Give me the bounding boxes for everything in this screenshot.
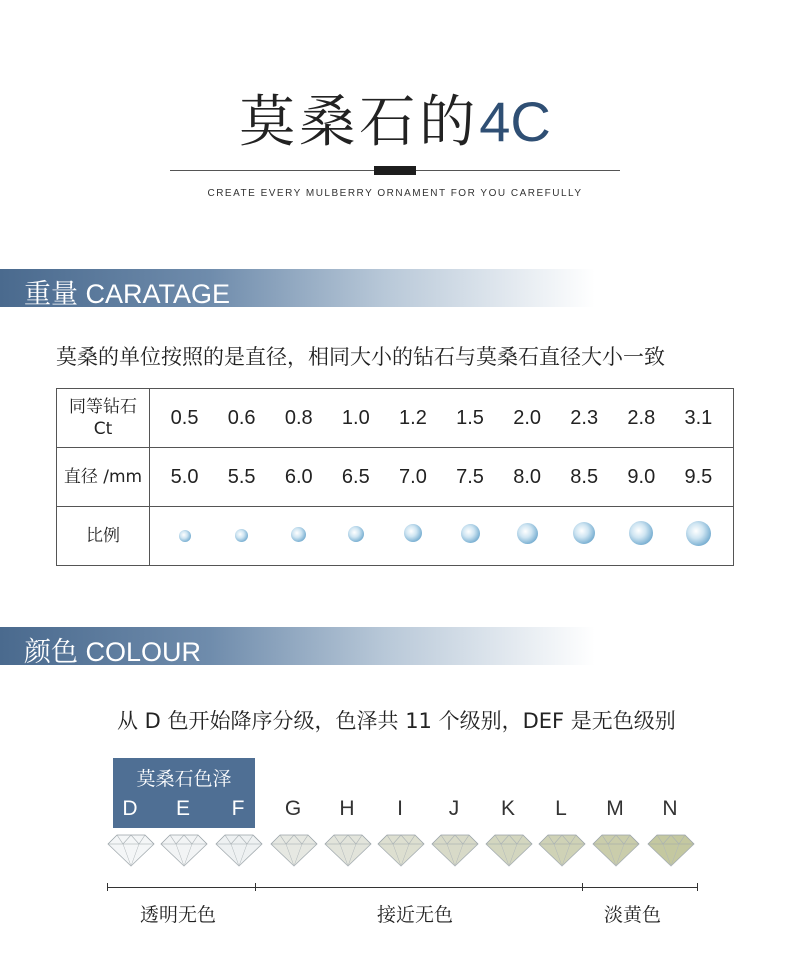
- mm-value-row: [150, 466, 733, 489]
- section-title-colour: 颜色 COLOUR: [24, 637, 202, 667]
- ct-cell: 1.2: [399, 406, 427, 429]
- ct-cell: 3.1: [684, 406, 713, 429]
- mm-cell: 7.5: [456, 465, 484, 488]
- gem-scale-cell: [678, 521, 718, 552]
- group-bracket-1: [255, 883, 256, 891]
- mm-cell: 8.0: [513, 465, 542, 488]
- gem-scale-row: [150, 521, 733, 552]
- diamond-icon: [322, 832, 374, 868]
- scale-gems: [150, 507, 734, 566]
- gem-scale-cell: [222, 525, 262, 548]
- page-title: [0, 78, 790, 158]
- diamond-icon: [375, 832, 427, 868]
- group-label-near-colourless: 接近无色: [377, 904, 454, 926]
- diamond-icon: [590, 832, 642, 868]
- table-row: [57, 448, 734, 507]
- gem-scale-cell: [279, 525, 319, 548]
- ct-value-row: [150, 407, 733, 430]
- ct-cell: 2.3: [570, 406, 599, 429]
- group-label-faint-yellow: 淡黄色: [604, 904, 662, 926]
- diamond-icon: [105, 832, 157, 868]
- ct-cell: 1.0: [341, 406, 370, 429]
- diamond-icon: [645, 832, 697, 868]
- gem-scale-cell: [393, 524, 433, 548]
- gem-scale-cell: [621, 521, 661, 551]
- diamond-icon: [158, 832, 210, 868]
- gem-icon: [404, 524, 422, 542]
- ct-cell: 2.0: [513, 406, 542, 429]
- gem-scale-cell: [336, 525, 376, 548]
- row-label-ct-line2: Ct: [93, 419, 113, 439]
- mm-cell: 8.5: [570, 465, 599, 488]
- colour-grade-row: [100, 797, 720, 825]
- colour-grade-e: E: [175, 797, 190, 820]
- weight-description: 莫桑的单位按照的是直径，相同大小的钻石与莫桑石直径大小一致: [56, 345, 665, 369]
- colour-grade-j: J: [448, 797, 460, 820]
- colour-grade-k: K: [500, 797, 515, 820]
- gem-icon: [517, 523, 538, 544]
- highlight-label: 莫桑石色泽: [136, 768, 232, 790]
- mm-values: [150, 448, 734, 507]
- table-row: [57, 389, 734, 448]
- ct-values: [150, 389, 734, 448]
- group-bracket-2: [582, 883, 583, 891]
- ct-cell: 1.5: [456, 406, 484, 429]
- mm-cell: 5.0: [170, 465, 199, 488]
- group-bracket-start: [107, 883, 108, 891]
- diamond-icon: [268, 832, 320, 868]
- group-bracket-end: [697, 883, 698, 891]
- row-label-scale: 比例: [57, 507, 150, 566]
- ct-cell: 0.6: [227, 406, 256, 429]
- colour-grade-l: L: [555, 797, 567, 820]
- gem-icon: [235, 529, 248, 542]
- colour-description: 从 D 色开始降序分级，色泽共 11 个级别，DEF 是无色级别: [117, 709, 676, 733]
- section-header-weight: [0, 269, 700, 307]
- title-accent: 4C: [479, 90, 551, 153]
- mm-cell: 7.0: [399, 465, 427, 488]
- gem-icon: [291, 527, 306, 542]
- colour-grade-h: H: [339, 797, 355, 820]
- ct-cell: 0.8: [284, 406, 313, 429]
- size-table: [56, 388, 734, 566]
- ct-cell: 0.5: [170, 406, 199, 429]
- gem-scale-cell: [165, 525, 205, 548]
- gem-scale-cell: [450, 524, 490, 549]
- mm-cell: 5.5: [227, 465, 256, 488]
- title-text: 莫桑石的: [239, 90, 480, 155]
- diamond-icon: [536, 832, 588, 868]
- colour-grade-d: D: [122, 797, 138, 820]
- ct-cell: 2.8: [627, 406, 656, 429]
- row-label-ct: [57, 389, 150, 448]
- gem-icon: [461, 524, 480, 543]
- diamond-icon: [483, 832, 535, 868]
- gem-icon: [629, 521, 653, 545]
- page-subtitle: CREATE EVERY MULBERRY ORNAMENT FOR YOU CAREFULLY: [207, 188, 583, 199]
- mm-cell: 6.0: [284, 465, 313, 488]
- group-label-colourless: 透明无色: [140, 904, 217, 926]
- gem-scale-cell: [564, 522, 604, 550]
- colour-grade-n: N: [662, 797, 678, 820]
- gem-icon: [686, 521, 711, 546]
- gem-icon: [348, 526, 364, 542]
- diamond-icon: [213, 832, 265, 868]
- row-label-diameter: 直径 /mm: [57, 448, 150, 507]
- mm-cell: 9.0: [627, 465, 656, 488]
- diamond-icon: [429, 832, 481, 868]
- table-row: [57, 507, 734, 566]
- row-label-ct-line1: 同等钻石: [69, 397, 137, 417]
- colour-grade-m: M: [606, 797, 624, 820]
- group-divider-line: [107, 887, 697, 888]
- gem-icon: [573, 522, 595, 544]
- mm-cell: 6.5: [341, 465, 370, 488]
- colour-grade-f: F: [231, 797, 245, 820]
- gem-icon: [179, 530, 191, 542]
- section-header-colour: [0, 627, 700, 665]
- gem-scale-cell: [507, 523, 547, 550]
- colour-grade-i: I: [397, 797, 403, 820]
- section-title-weight: 重量 CARATAGE: [24, 279, 231, 309]
- title-divider-mark: [374, 166, 416, 175]
- colour-grade-g: G: [284, 797, 302, 820]
- mm-cell: 9.5: [684, 465, 713, 488]
